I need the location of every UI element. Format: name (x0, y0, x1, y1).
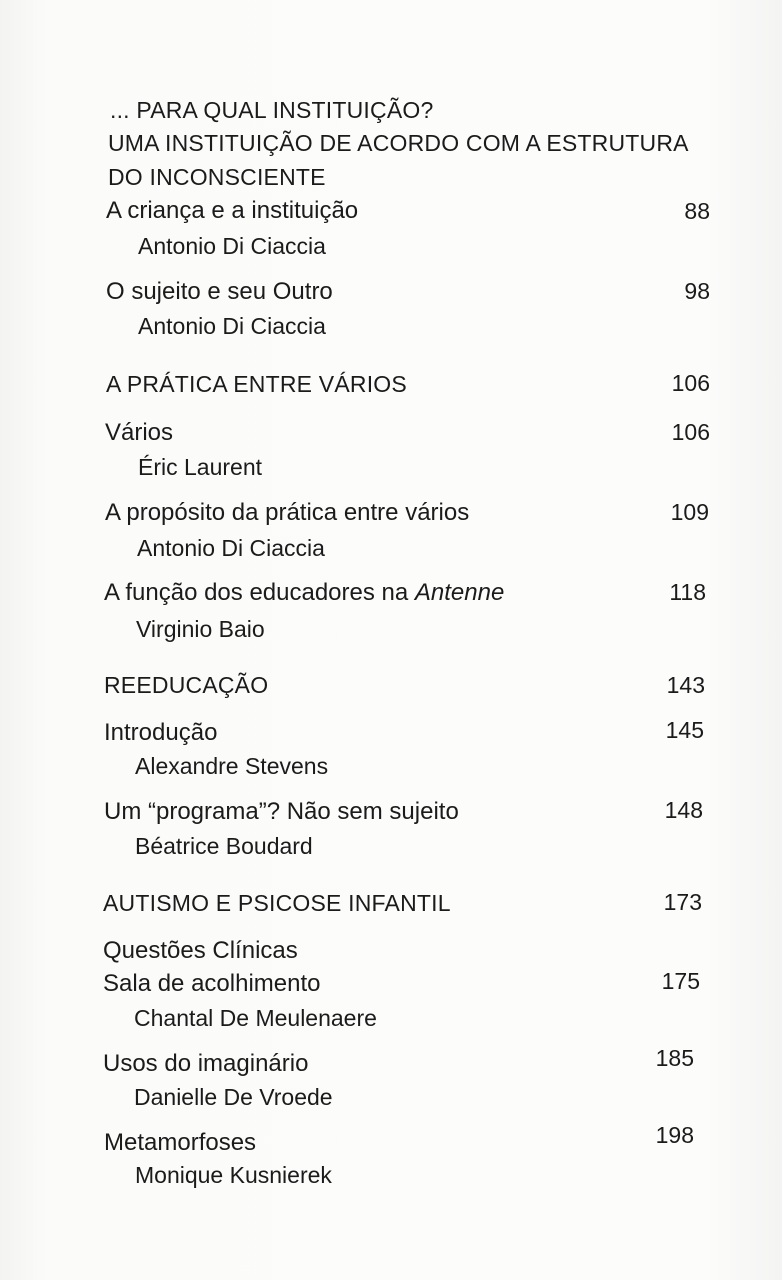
toc-entry-title-italic: Antenne (414, 579, 505, 606)
toc-entry-title: Metamorfoses (104, 1129, 257, 1156)
toc-entry-page: 118 (669, 579, 706, 605)
subsection-heading: Questões Clínicas (103, 937, 298, 964)
toc-entry-page: 145 (665, 717, 704, 743)
toc-entry-page: 175 (661, 968, 700, 994)
toc-entry-author: Chantal De Meulenaere (134, 1005, 377, 1031)
toc-entry-author: Antonio Di Ciaccia (138, 233, 326, 259)
toc-entry-title: Um “programa”? Não sem sujeito (104, 798, 459, 825)
toc-entry-title: Vários (105, 419, 174, 446)
section-heading: REEDUCAÇÃO (104, 672, 269, 698)
toc-entry-title (104, 578, 504, 608)
toc-entry-title: O sujeito e seu Outro (106, 278, 333, 305)
section-heading: AUTISMO E PSICOSE INFANTIL (103, 890, 451, 916)
toc-entry-title-text: A função dos educadores na (104, 579, 415, 606)
toc-entry-title: A propósito da prática entre vários (105, 499, 470, 526)
toc-entry-page: 106 (671, 419, 710, 445)
toc-entry-author: Antonio Di Ciaccia (137, 535, 325, 561)
toc-entry-author: Virginio Baio (136, 616, 265, 642)
section-heading: A PRÁTICA ENTRE VÁRIOS (106, 371, 407, 397)
section-page: 143 (666, 672, 705, 698)
section-heading-line: UMA INSTITUIÇÃO DE ACORDO COM A ESTRUTURA (108, 130, 689, 156)
toc-entry-author: Antonio Di Ciaccia (138, 313, 326, 339)
toc-entry-page: 98 (684, 278, 710, 304)
toc-entry-page: 198 (655, 1122, 694, 1148)
toc-entry-author: Éric Laurent (138, 454, 263, 480)
section-heading-line: ... PARA QUAL INSTITUIÇÃO? (110, 97, 434, 123)
toc-entry-title: Usos do imaginário (103, 1050, 309, 1077)
toc-entry-page: 148 (664, 797, 703, 823)
toc-entry-page: 185 (655, 1045, 694, 1071)
toc-entry-title: Introdução (104, 719, 218, 746)
section-heading-line: DO INCONSCIENTE (108, 164, 326, 190)
toc-entry-author: Monique Kusnierek (135, 1162, 332, 1188)
toc-entry-page: 109 (670, 499, 709, 525)
section-page: 106 (671, 370, 710, 396)
toc-entry-title: A criança e a instituição (106, 197, 359, 224)
toc-entry-title: Sala de acolhimento (103, 970, 321, 997)
toc-entry-author: Alexandre Stevens (135, 753, 329, 779)
section-page: 173 (663, 889, 702, 915)
toc-entry-page: 88 (684, 198, 710, 224)
toc-entry-author: Danielle De Vroede (134, 1084, 333, 1110)
toc-entry-author: Béatrice Boudard (135, 833, 313, 859)
